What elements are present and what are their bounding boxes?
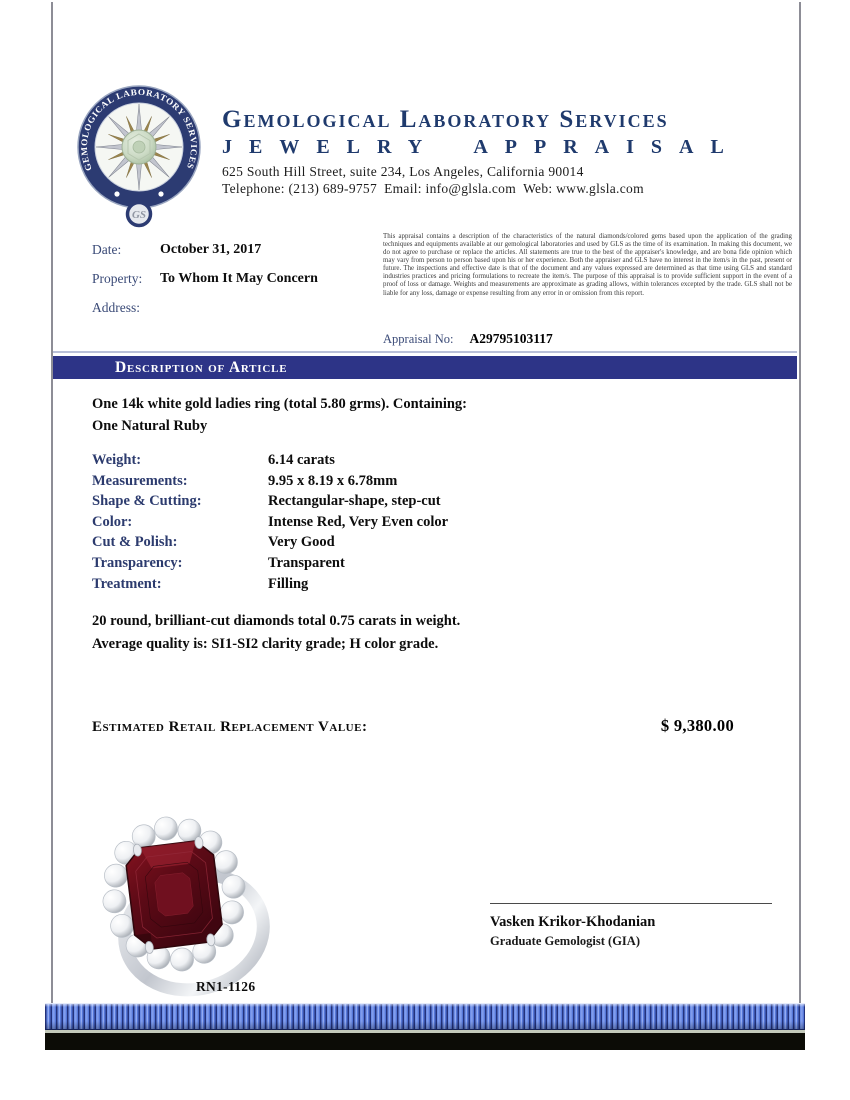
appraiser-title: Graduate Gemologist (GIA): [490, 934, 640, 948]
valuation-label: Estimated Retail Replacement Value:: [92, 719, 368, 735]
spec-label: Weight:: [92, 452, 142, 468]
gls-seal-icon: [73, 84, 205, 232]
seal-dot-left: [114, 191, 119, 196]
appraiser-name: Vasken Krikor-Khodanian: [490, 914, 656, 930]
letterhead: [222, 106, 782, 197]
spec-value: Intense Red, Very Even color: [268, 513, 449, 530]
appraisal-meta: [92, 243, 392, 315]
address-label: Address:: [92, 300, 140, 315]
disclaimer-text: This appraisal contains a description of the characteristics of the natural diamonds/colored gems based upon the application of the grading techniques and equipments available at our gemological laboratories and used by GLS as the time of its examination. In making this document, we do not agree to purchase or replace the articles. All statements are true to the best of the appraiser's knowledge, and are bona fide opinion which may vary from person to person based upon his or her experience. Both the appraiser and GLS have no interest in the item/s in the past, present or future. The inspections and effective date is that of the document and any values expressed are determined as that time using GLS and standard industries practices and pricing formulations to recreate the item/s. The purpose of this appraisal is to provide sufficient support in the event of a proof of loss or damage. Weights and measurements are approximate as grading allows, within tolerances excepted by the trade. GLS shall not be liable for any loss, damage or expense resulting from any error in or omission from this report.: [383, 233, 792, 297]
spec-label: Color:: [92, 513, 133, 530]
logo-monogram: GS: [131, 209, 147, 221]
org-contact: Telephone: (213) 689-9757 Email: info@glsla.com Web: www.glsla.com: [222, 181, 644, 196]
appraisal-number: [383, 331, 553, 347]
doc-type-title: JEWELRY APPRAISAL: [222, 136, 741, 158]
footer-black-strip: [45, 1033, 805, 1050]
date-label: Date:: [92, 242, 122, 257]
gls-logo: [73, 84, 205, 232]
section-title: Description of Article: [115, 358, 288, 376]
org-address: 625 South Hill Street, suite 234, Los Angeles, California 90014: [222, 164, 584, 179]
seal-dot-right: [158, 191, 163, 196]
section-divider-line: [53, 351, 797, 353]
intro-line-1: One 14k white gold ladies ring (total 5.80 grms). Containing:: [92, 396, 467, 412]
ring-head: [94, 810, 255, 980]
spec-value: Transparent: [268, 554, 345, 571]
valuation-amount: $ 9,380.00: [660, 716, 734, 735]
org-title: Gemological Laboratory Services: [222, 106, 669, 133]
spec-value: Very Good: [268, 534, 335, 551]
address-value: [160, 301, 392, 315]
property-label: Property:: [92, 271, 143, 286]
spec-value: 6.14 carats: [268, 452, 335, 468]
diamonds-note: [92, 610, 460, 655]
spec-value: 9.95 x 8.19 x 6.78mm: [268, 472, 398, 489]
article-intro: [92, 393, 467, 437]
date-value: October 31, 2017: [160, 242, 262, 257]
spec-label: Treatment:: [92, 575, 162, 592]
ruby-ring-image: [66, 810, 304, 1005]
spec-value: Rectangular-shape, step-cut: [268, 493, 441, 510]
spec-label: Measurements:: [92, 472, 188, 489]
appraisal-no-value: A29795103117: [469, 331, 553, 346]
property-value: To Whom It May Concern: [160, 271, 318, 286]
spec-label: Shape & Cutting:: [92, 493, 202, 510]
spec-value: Filling: [268, 575, 309, 592]
valuation-row: [92, 716, 734, 736]
spec-label: Transparency:: [92, 554, 183, 571]
diamonds-line-1: 20 round, brilliant-cut diamonds total 0.75 carats in weight.: [92, 613, 461, 629]
signature-block: [490, 903, 772, 949]
intro-line-2: One Natural Ruby: [92, 418, 208, 434]
footer-stripe-bar: [45, 1003, 805, 1030]
logo-ring-text: GEMOLOGICAL LABORATORY SERVICES: [78, 86, 200, 173]
appraisal-no-label: Appraisal No:: [383, 332, 454, 346]
ring-photo: [66, 810, 304, 1005]
item-code: RN1-1126: [196, 979, 256, 994]
gem-spec-table: [92, 450, 448, 594]
diamonds-line-2: Average quality is: SI1-SI2 clarity grade; H color grade.: [92, 635, 439, 652]
spec-label: Cut & Polish:: [92, 534, 178, 551]
section-header-bar: [53, 356, 797, 379]
